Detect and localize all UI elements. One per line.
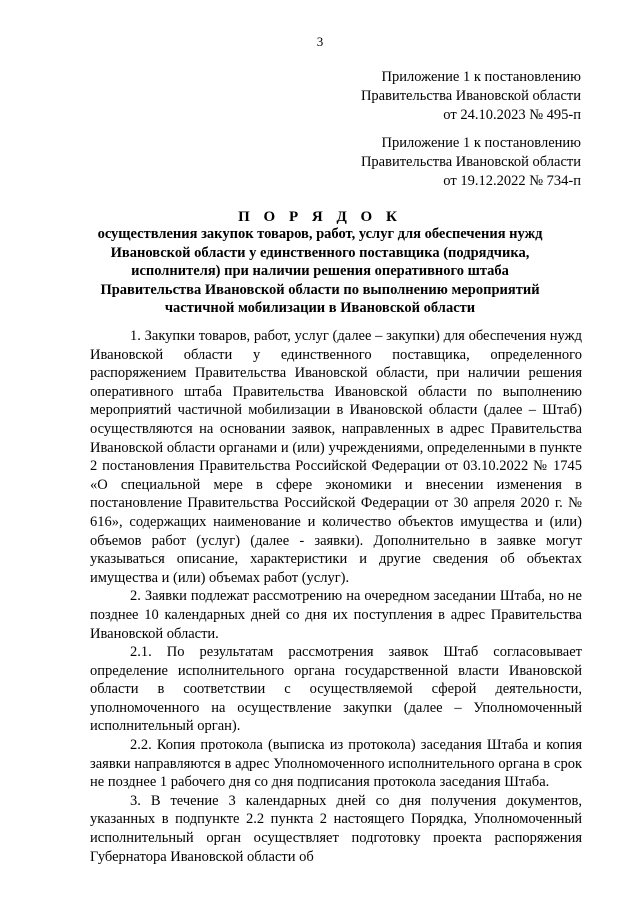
document-subtitle [80,225,560,318]
appendix-line: Правительства Ивановской области [360,154,581,170]
paragraph-3: 3. В течение 3 календарных дней со дня получения документов, указанных в подпункте 2.2 пункта 2 настоящего Порядка, Уполномоченный исполнительный орган осуществляет подготовку проекта распоряжения Губернатора Ивановской области об [90,792,582,865]
appendix-line: Приложение 1 к постановлению [381,135,581,151]
document-body [90,327,582,866]
paragraph-2-1: 2.1. По результатам рассмотрения заявок Штаб согласовывает определение исполнительного органа государственной власти Ивановской области в соответствии с осуществляемой сферой деятельности, уполномоченного на осуществление закупки (далее – Уполномоченный исполнительный орган). [90,644,582,735]
paragraph-1: 1. Закупки товаров, работ, услуг (далее – закупки) для обеспечения нужд Ивановской области у единственного поставщика, определенного распоряжением Правительства Ивановской области, при наличии решения оперативного штаба Правительства Ивановской области по выполнению мероприятий частичной мобилизации в Ивановской области (далее – Штаб) осуществляются на основании заявок, направленных в адрес Правительства Ивановской области органами и (или) учреждениями, определенными в пункте 2 постановления Правительства Российской Федерации от 03.10.2022 № 1745 «О специальной мере в сфере экономики и внесении изменения в постановление Правительства Российской Федерации от 30 апреля 2020 г. № 616», содержащих наименование и количество объектов имущества и (или) объемов работ (услуг) (далее - заявки). Дополнительно в заявке могут указываться описание, характеристики и другие сведения об объектах имущества и (или) объемах работ (услуг). [90,328,582,586]
document-title: П О Р Я Д О К [238,209,402,225]
subtitle-line: Правительства Ивановской области по выполнению мероприятий [100,281,540,298]
appendix-note-previous [361,134,581,191]
appendix-line: Приложение 1 к постановлению [381,69,581,85]
paragraph-2: 2. Заявки подлежат рассмотрению на очередном заседании Штаба, но не позднее 10 календарных дней со дня их поступления в адрес Правительства Ивановской области. [90,588,582,642]
subtitle-line: исполнителя) при наличии решения оперативного штаба [131,263,509,279]
appendix-line: Правительства Ивановской области [360,88,581,104]
page-number: 3 [316,34,324,49]
subtitle-line: осуществления закупок товаров, работ, услуг для обеспечения нужд [97,226,543,242]
appendix-line: от 19.12.2022 № 734-п [443,173,581,189]
appendix-line: от 24.10.2023 № 495-п [443,107,581,123]
subtitle-line: частичной мобилизации в Ивановской области [164,300,476,316]
paragraph-2-2: 2.2. Копия протокола (выписка из протокола) заседания Штаба и копия заявки направляются в адрес Уполномоченного исполнительного органа в срок не позднее 1 рабочего дня со дня подписания протокола заседания Штаба. [90,737,582,791]
subtitle-line: Ивановской области у единственного поставщика (подрядчика, [110,244,530,261]
appendix-note-current [361,68,581,125]
